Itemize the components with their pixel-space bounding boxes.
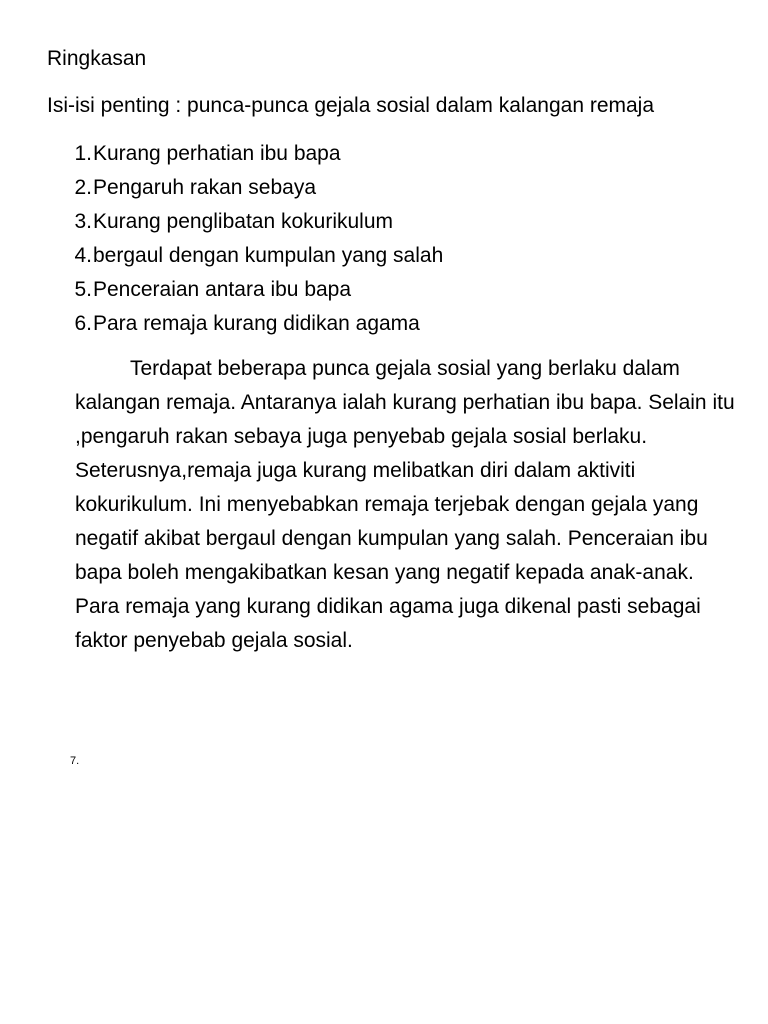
list-item-number: 2. [74,176,92,199]
list-item-text: Penceraian antara ibu bapa [93,278,352,301]
list-item-number: 4. [74,244,92,267]
document-heading: Ringkasan [47,47,147,70]
list-item-number: 6. [74,312,92,335]
list-item [64,310,443,344]
list-item-text: Pengaruh rakan sebaya [93,176,316,199]
list-item-text: Kurang perhatian ibu bapa [93,142,341,165]
list-item [64,276,443,310]
list-item [64,140,443,174]
summary-paragraph: Terdapat beberapa punca gejala sosial yang berlaku dalam kalangan remaja. Antaranya ialah kurang perhatian ibu bapa. Selain itu ,pengaruh rakan sebaya juga penyebab gejala sosial berlaku. Seterusnya,remaja juga kurang melibatkan diri dalam aktiviti kokurikulum. Ini menyebabkan remaja terjebak dengan gejala yang negatif akibat bergaul dengan kumpulan yang salah. Penceraian ibu bapa boleh mengakibatkan kesan yang negatif kepada anak-anak. Para remaja yang kurang didikan agama juga dikenal pasti sebagai faktor penyebab gejala sosial. [75,357,735,652]
list-item-number: 5. [74,278,92,301]
document-subheading: Isi-isi penting : punca-punca gejala sosial dalam kalangan remaja [47,94,655,117]
footnote-marker: 7. [70,755,80,767]
causes-list [64,140,443,344]
list-item-number: 3. [74,210,92,233]
list-item [64,174,443,208]
list-item-number: 1. [74,142,92,165]
list-item-text: Kurang penglibatan kokurikulum [93,210,394,233]
list-item-text: Para remaja kurang didikan agama [93,312,420,335]
list-item-text: bergaul dengan kumpulan yang salah [93,244,444,267]
list-item [64,242,443,276]
list-item [64,208,443,242]
